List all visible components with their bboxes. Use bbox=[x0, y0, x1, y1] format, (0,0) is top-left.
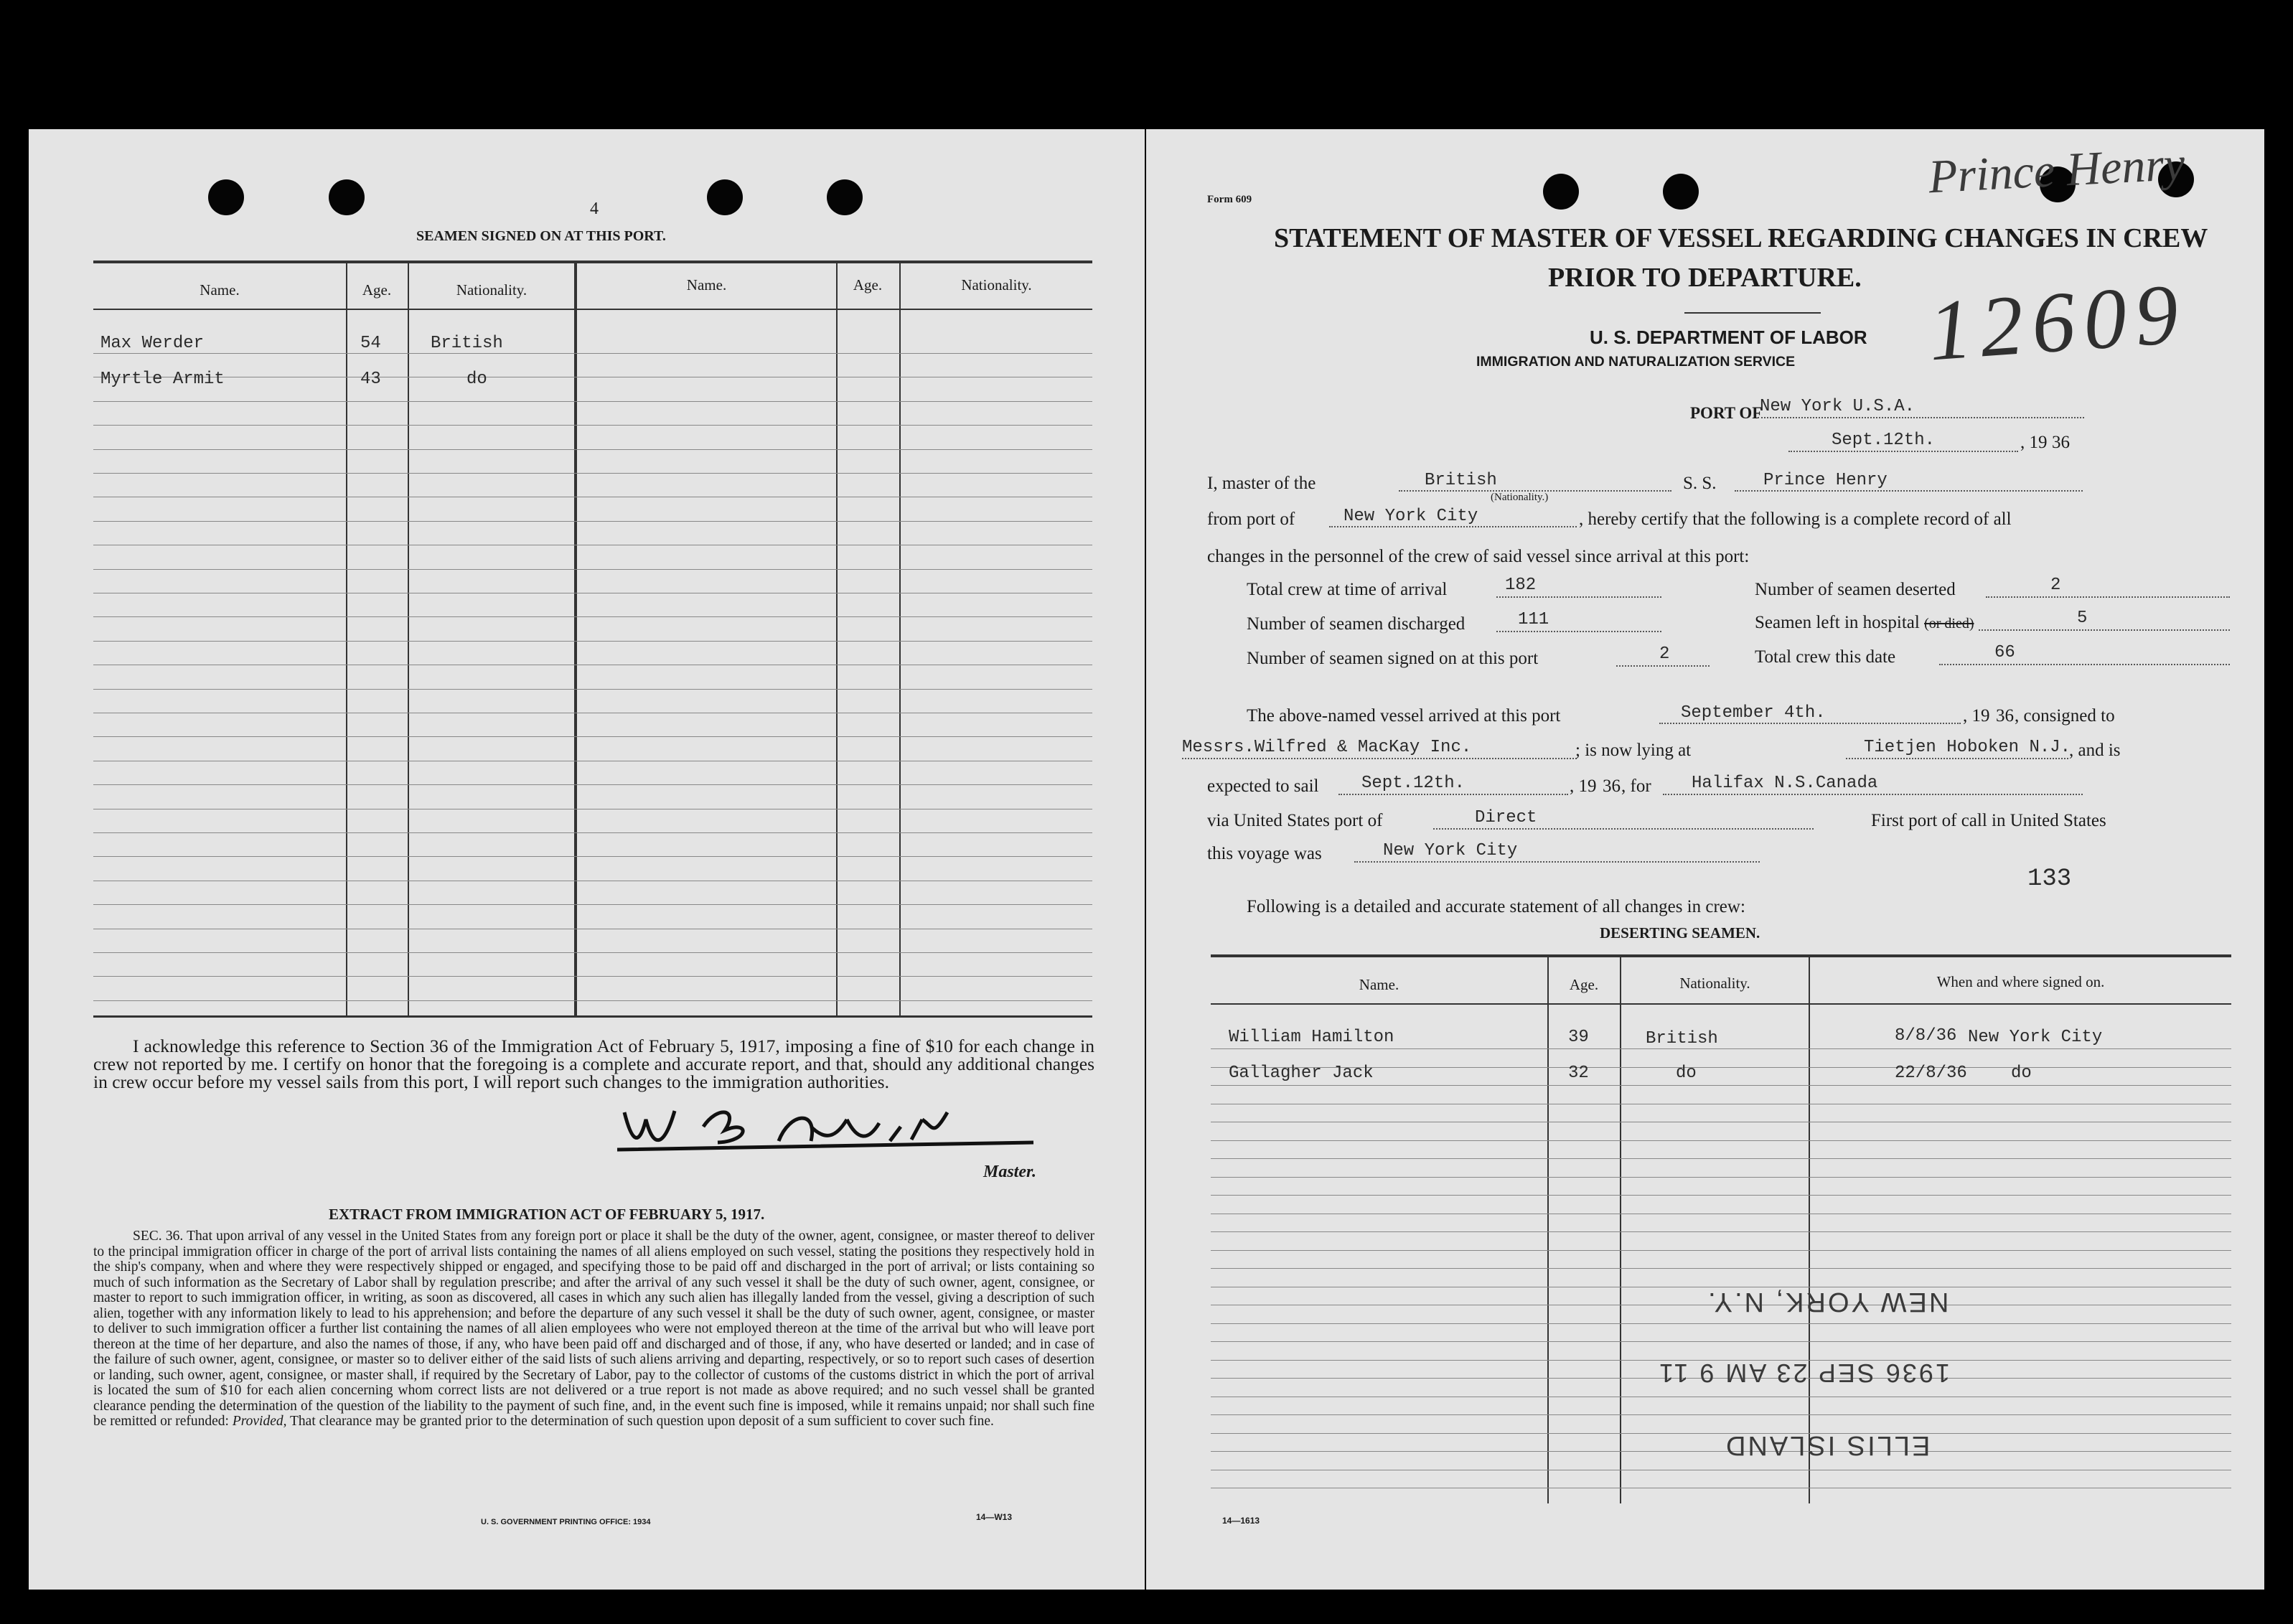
signed-on-label: Number of seamen signed on at this port bbox=[1247, 649, 1539, 668]
title-divider bbox=[1684, 312, 1821, 314]
stamp-line-3: ELLIS ISLAND bbox=[1724, 1430, 1931, 1460]
row-rule bbox=[1211, 1268, 2231, 1269]
row-rule bbox=[93, 736, 1092, 737]
desert-col-nationality: Nationality. bbox=[1679, 975, 1750, 992]
and-is-text: , and is bbox=[2069, 741, 2121, 760]
lying-label: ; is now lying at bbox=[1575, 741, 1692, 760]
row-rule bbox=[93, 521, 1092, 522]
col-header-age: Age. bbox=[362, 281, 392, 299]
table-top-rule bbox=[93, 261, 1092, 263]
ss-label: S. S. bbox=[1683, 474, 1717, 493]
voyage-value: New York City bbox=[1383, 841, 1518, 860]
row-rule bbox=[1211, 1341, 2231, 1342]
fill-line bbox=[1939, 664, 2230, 665]
handwritten-number: 12609 bbox=[1925, 265, 2190, 379]
arrived-label: The above-named vessel arrived at this port bbox=[1247, 706, 1561, 726]
fill-line bbox=[1182, 758, 1577, 759]
voyage-label: this voyage was bbox=[1207, 844, 1322, 863]
row-rule bbox=[93, 832, 1092, 833]
discharged-value: 111 bbox=[1518, 610, 1549, 629]
fill-line bbox=[1758, 417, 2084, 418]
fill-line bbox=[1788, 451, 2018, 452]
first-port-label: First port of call in United States bbox=[1871, 811, 2106, 830]
total-crew-date-label: Total crew this date bbox=[1755, 647, 1896, 667]
arrived-year-text: , 19 bbox=[1963, 706, 1990, 726]
row-rule bbox=[93, 1000, 1092, 1001]
consignee-value: Messrs.Wilfred & MacKay Inc. bbox=[1182, 738, 1472, 757]
row-rule bbox=[93, 473, 1092, 474]
row-nationality: do bbox=[466, 370, 487, 389]
sail-year-text: , 19 bbox=[1570, 776, 1597, 796]
desert-row-place: New York City bbox=[1968, 1028, 2103, 1047]
fill-line bbox=[1496, 596, 1661, 598]
port-value: New York U.S.A. bbox=[1760, 397, 1915, 416]
fill-line bbox=[1979, 629, 2230, 631]
row-rule bbox=[1211, 1085, 2231, 1086]
consigned-label: , consigned to bbox=[2015, 706, 2115, 726]
row-rule bbox=[1211, 1231, 2231, 1232]
master-signature bbox=[596, 1098, 1055, 1163]
row-age: 54 bbox=[360, 334, 381, 353]
row-rule bbox=[93, 784, 1092, 785]
row-name: Myrtle Armit bbox=[100, 370, 225, 389]
total-crew-arrival-value: 182 bbox=[1505, 576, 1537, 595]
row-rule bbox=[1211, 1195, 2231, 1196]
extract-title: EXTRACT FROM IMMIGRATION ACT OF FEBRUARY 5, 1917. bbox=[329, 1206, 765, 1223]
fill-line bbox=[1659, 723, 1961, 724]
extract-proviso: That clearance may be granted prior to the determination of such question upon deposit of a sum sufficient to cover such fine. bbox=[290, 1414, 994, 1429]
fill-line bbox=[1846, 758, 2068, 759]
fill-line bbox=[1433, 828, 1814, 830]
hospital-label bbox=[1755, 613, 1974, 633]
punch-hole bbox=[329, 179, 365, 215]
form-label: Form 609 bbox=[1207, 194, 1252, 205]
row-rule bbox=[93, 641, 1092, 642]
table-header-rule bbox=[93, 309, 1092, 310]
desert-table-top bbox=[1211, 954, 2231, 957]
desert-row-date: 8/8/36 bbox=[1895, 1026, 1957, 1046]
desert-row-age: 32 bbox=[1568, 1064, 1589, 1083]
service: IMMIGRATION AND NATURALIZATION SERVICE bbox=[1476, 354, 1796, 370]
stamp-line-1: NEW YORK, N.Y. bbox=[1706, 1287, 1949, 1317]
punch-hole bbox=[1543, 174, 1579, 210]
master-of-label: I, master of the bbox=[1207, 474, 1316, 493]
fill-line bbox=[1986, 596, 2230, 598]
date-value: Sept.12th. bbox=[1832, 431, 1936, 450]
row-rule bbox=[93, 401, 1092, 402]
hospital-label-text: Seamen left in hospital bbox=[1755, 613, 1920, 632]
fill-line bbox=[1354, 861, 1760, 863]
total-crew-arrival-label: Total crew at time of arrival bbox=[1247, 580, 1448, 599]
fill-line bbox=[1663, 794, 2083, 795]
desert-col-signed-on: When and where signed on. bbox=[1936, 973, 2105, 990]
col-divider bbox=[1809, 954, 1810, 1503]
via-label: via United States port of bbox=[1207, 811, 1383, 830]
desert-row-place: do bbox=[2011, 1064, 2032, 1083]
row-rule bbox=[93, 856, 1092, 857]
acknowledgment-text: I acknowledge this reference to Section 36 of the Immigration Act of February 5, 1917, imposing a fine of $10 for each change in crew not reported by me. I certify on honor that the foregoing is a complete and accurate report, and that, should any additional changes in crew occur before my vessel sails from this port, I will report such changes to the immigration authorities. bbox=[93, 1036, 1094, 1092]
deserted-label: Number of seamen deserted bbox=[1755, 580, 1956, 599]
punch-hole bbox=[1663, 174, 1699, 210]
right-page bbox=[1146, 129, 2264, 1590]
row-rule bbox=[1211, 1323, 2231, 1324]
changes-text: changes in the personnel of the crew of said vessel since arrival at this port: bbox=[1207, 547, 1750, 566]
row-nationality: British bbox=[431, 334, 503, 353]
year-prefix: , 19 bbox=[2020, 433, 2048, 452]
punch-hole bbox=[707, 179, 743, 215]
extract-proviso-label: Provided, bbox=[232, 1414, 287, 1429]
fill-line bbox=[1496, 631, 1661, 632]
extract-text bbox=[93, 1229, 1094, 1430]
col-divider bbox=[1620, 954, 1621, 1503]
row-rule bbox=[93, 353, 1092, 354]
punch-hole bbox=[827, 179, 863, 215]
punch-hole bbox=[208, 179, 244, 215]
expected-label: expected to sail bbox=[1207, 776, 1319, 796]
fill-line bbox=[1616, 665, 1710, 667]
for-label: , for bbox=[1621, 776, 1651, 796]
desert-row-date: 22/8/36 bbox=[1895, 1064, 1967, 1083]
certify-text: , hereby certify that the following is a complete record of all bbox=[1579, 510, 2012, 529]
extract-body: SEC. 36. That upon arrival of any vessel in the United States from any foreign port or place it shall be the duty of the owner, agent, consignee, or master thereof to deliver to the principal immigration officer in charge of the port of arrival lists containing the names of all aliens employed on such vessel, stating the positions they respectively hold in the ship's company, when and where they were respectively shipped or engaged, and specifying those to be paid off and discharged in the port of arrival; or lists containing so much of such information as the Secretary of Labor shall by regulation prescribe; and after the arrival of any such vessel it shall be the duty of such owner, agent, consignee, or master to report to such immigration officer, in writing, as soon as discovered, all cases in which any such alien has illegally landed from the vessel, giving a description of such alien, together with any information likely to lead to his apprehension; and before the departure of any such vessel it shall be the duty of such owner, agent, consignee, or master to deliver to such immigration officer a further list containing the names of all alien employees who were not employed thereon at the time of the arrival but who will leave port thereon at the time of her departure, and also the names of those, if any, who have been paid off and discharged and of those, if any, who have deserted or landed; and in case of the failure of such owner, agent, consignee, or master so to deliver either of the said lists of such aliens arriving and departing, respectively, or so to report such cases of desertion or landing, such owner, agent, consignee, or master shall, if required by the Secretary of Labor, pay to the collector of customs of the customs district in which the port of arrival is located the sum of $10 for each alien concerning whom correct lists are not delivered or a true report is not made as above required; and no such vessel shall be granted clearance pending the determination of the question of the liability to the payment of such fine, and, in the event such fine is imposed, while it remains unpaid; nor shall such fine be remitted or refunded: bbox=[93, 1229, 1094, 1429]
col-header-name: Name. bbox=[200, 281, 240, 299]
row-rule bbox=[93, 689, 1092, 690]
row-rule bbox=[1211, 1414, 2231, 1415]
section-title: SEAMEN SIGNED ON AT THIS PORT. bbox=[416, 228, 666, 244]
left-page bbox=[29, 129, 1145, 1590]
table-bottom-rule bbox=[93, 1015, 1092, 1018]
title-line-1: STATEMENT OF MASTER OF VESSEL REGARDING CHANGES IN CREW bbox=[1274, 223, 2208, 253]
col-header-nationality-2: Nationality. bbox=[961, 276, 1032, 294]
via-value: Direct bbox=[1475, 808, 1537, 827]
desert-col-age: Age. bbox=[1569, 976, 1599, 993]
row-rule bbox=[1211, 1250, 2231, 1251]
col-divider bbox=[1547, 954, 1549, 1503]
desert-row-nationality: do bbox=[1676, 1064, 1697, 1083]
sail-year-value: 36 bbox=[1603, 776, 1621, 796]
row-rule bbox=[1211, 1433, 2231, 1434]
row-name: Max Werder bbox=[100, 334, 205, 353]
title-line-2: PRIOR TO DEPARTURE. bbox=[1548, 263, 1862, 293]
desert-row-name: William Hamilton bbox=[1229, 1028, 1394, 1047]
desert-col-name: Name. bbox=[1359, 976, 1399, 993]
row-rule bbox=[93, 425, 1092, 426]
form-code-right: 14—1613 bbox=[1222, 1516, 1260, 1526]
col-header-name-2: Name. bbox=[686, 276, 727, 294]
fill-line bbox=[1329, 526, 1577, 527]
page-number: 4 bbox=[590, 200, 599, 218]
total-crew-date-value: 66 bbox=[1994, 643, 2015, 662]
row-rule bbox=[93, 976, 1092, 977]
row-rule bbox=[1211, 1451, 2231, 1452]
nationality-value: British bbox=[1425, 471, 1497, 490]
row-rule bbox=[1211, 1140, 2231, 1141]
row-rule bbox=[93, 616, 1092, 617]
arrived-value: September 4th. bbox=[1681, 703, 1826, 723]
following-text: Following is a detailed and accurate statement of all changes in crew: bbox=[1247, 897, 1745, 916]
row-age: 43 bbox=[360, 370, 381, 389]
ship-value: Prince Henry bbox=[1763, 471, 1888, 490]
row-rule bbox=[1211, 1177, 2231, 1178]
lying-value: Tietjen Hoboken N.J. bbox=[1864, 738, 2071, 757]
col-header-nationality: Nationality. bbox=[456, 281, 527, 299]
deserting-title: DESERTING SEAMEN. bbox=[1600, 924, 1760, 942]
arrived-year-value: 36 bbox=[1996, 706, 2014, 726]
desert-row-name: Gallagher Jack bbox=[1229, 1064, 1374, 1083]
fill-line bbox=[1338, 794, 1568, 795]
row-rule bbox=[93, 569, 1092, 570]
signed-on-value: 2 bbox=[1659, 644, 1670, 664]
form-code: 14—W13 bbox=[976, 1512, 1013, 1522]
hospital-label-struck: (or died) bbox=[1924, 616, 1974, 632]
department: U. S. DEPARTMENT OF LABOR bbox=[1590, 327, 1867, 348]
stamp-line-2: 1936 SEP 23 AM 9 11 bbox=[1657, 1358, 1950, 1388]
desert-row-age: 39 bbox=[1568, 1028, 1589, 1047]
year-value: 36 bbox=[2052, 433, 2070, 452]
nationality-caption: (Nationality.) bbox=[1491, 492, 1549, 503]
from-port-label: from port of bbox=[1207, 510, 1295, 529]
row-rule bbox=[93, 952, 1092, 953]
hospital-value: 5 bbox=[2077, 609, 2088, 628]
row-rule bbox=[1211, 1158, 2231, 1159]
deserted-value: 2 bbox=[2050, 576, 2061, 595]
sail-value: Sept.12th. bbox=[1361, 774, 1466, 793]
port-label: PORT OF bbox=[1690, 404, 1763, 422]
desert-table-header-rule bbox=[1211, 1003, 2231, 1005]
printer-line: U. S. GOVERNMENT PRINTING OFFICE: 1934 bbox=[481, 1518, 651, 1526]
signature-label: Master. bbox=[983, 1163, 1037, 1181]
margin-number: 133 bbox=[2027, 865, 2072, 893]
col-header-age-2: Age. bbox=[853, 276, 883, 294]
handwritten-ship-name: Prince Henry bbox=[1927, 137, 2187, 204]
desert-row-nationality: British bbox=[1646, 1029, 1718, 1048]
from-port-value: New York City bbox=[1344, 507, 1478, 526]
discharged-label: Number of seamen discharged bbox=[1247, 614, 1466, 634]
fill-line bbox=[1735, 490, 2083, 492]
row-rule bbox=[1211, 1048, 2231, 1049]
row-rule bbox=[93, 449, 1092, 450]
destination-value: Halifax N.S.Canada bbox=[1692, 774, 1878, 793]
row-rule bbox=[93, 904, 1092, 905]
